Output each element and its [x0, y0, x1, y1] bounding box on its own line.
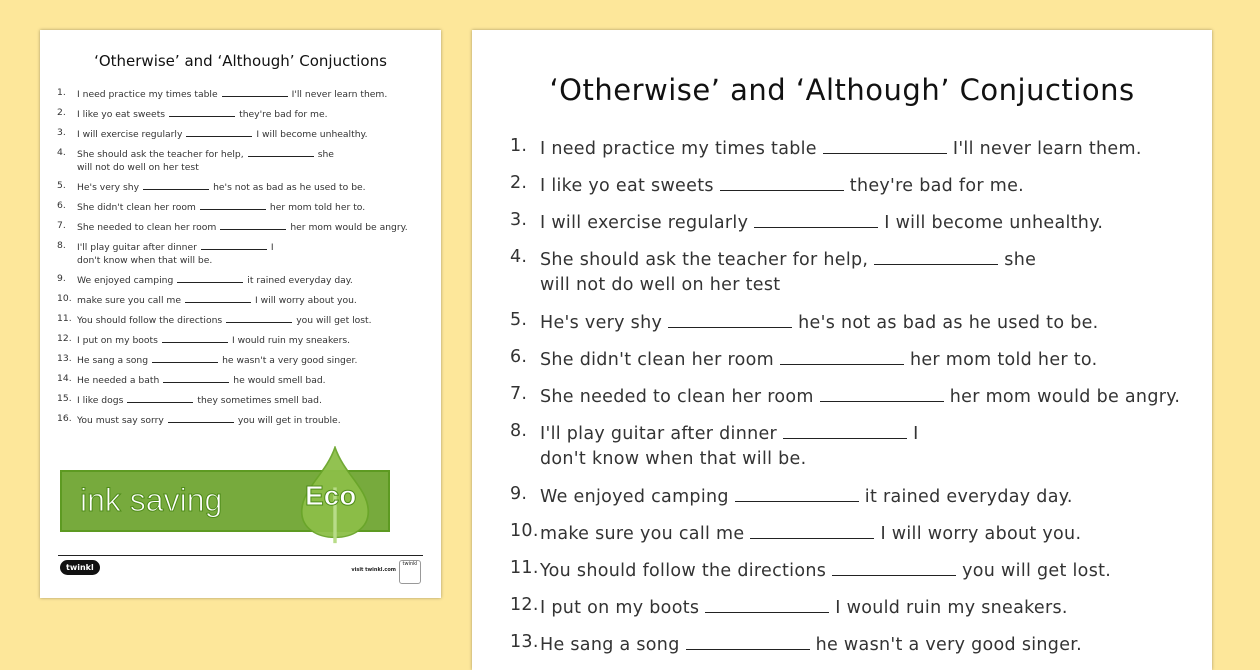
answer-blank[interactable]	[668, 308, 792, 328]
checked-badge-icon: twinkl	[399, 560, 421, 584]
question-text-after: her mom told her to.	[909, 350, 1098, 370]
answer-blank[interactable]	[169, 106, 235, 117]
question-item	[57, 146, 408, 179]
question-text-before: make sure you call me	[77, 295, 182, 306]
answer-blank[interactable]	[143, 179, 209, 190]
question-item	[57, 179, 408, 199]
answer-blank[interactable]	[201, 239, 267, 250]
question-body	[77, 146, 334, 179]
answer-blank[interactable]	[226, 312, 292, 323]
question-item	[57, 392, 408, 412]
question-number: 3.	[57, 127, 66, 138]
question-text-after: her mom told her to.	[269, 202, 366, 213]
question-text-after: I	[270, 242, 274, 253]
answer-blank[interactable]	[705, 593, 829, 613]
question-text-before: We enjoyed camping	[540, 487, 729, 507]
question-item	[510, 134, 1180, 171]
question-body	[77, 372, 326, 392]
answer-blank[interactable]	[168, 412, 234, 423]
answer-blank[interactable]	[686, 630, 810, 650]
question-number: 10.	[510, 521, 539, 541]
question-text-before: I need practice my times table	[540, 139, 817, 159]
question-item	[57, 332, 408, 352]
question-body	[540, 171, 1024, 208]
answer-blank[interactable]	[177, 272, 243, 283]
answer-blank[interactable]	[754, 208, 878, 228]
question-text-before: He needed a bath	[77, 375, 160, 386]
question-number: 12.	[510, 595, 539, 615]
question-body	[540, 345, 1097, 382]
answer-blank[interactable]	[780, 345, 904, 365]
question-body	[77, 86, 387, 106]
question-list	[57, 86, 408, 432]
answer-blank[interactable]	[750, 519, 874, 539]
question-text-after: he wasn't a very good singer.	[222, 355, 358, 366]
question-text-before: We enjoyed camping	[77, 275, 174, 286]
question-item	[510, 556, 1180, 593]
answer-blank[interactable]	[720, 171, 844, 191]
question-item	[57, 239, 408, 272]
question-number: 14.	[57, 373, 72, 384]
question-number: 15.	[57, 393, 72, 404]
question-text-after: you will get in trouble.	[237, 415, 341, 426]
question-text-before: She should ask the teacher for help,	[77, 149, 244, 160]
question-text-after: they're bad for me.	[239, 109, 328, 120]
answer-blank[interactable]	[163, 372, 229, 383]
question-body	[77, 239, 274, 272]
question-body	[77, 272, 353, 292]
question-text-after: I will worry about you.	[880, 524, 1082, 544]
question-number: 9.	[57, 273, 66, 284]
question-item	[57, 199, 408, 219]
question-body	[77, 412, 341, 432]
question-item	[57, 272, 408, 292]
question-text-after: she	[1004, 250, 1037, 270]
question-text-before: You must say sorry	[77, 415, 164, 426]
question-item	[510, 630, 1180, 667]
question-text-before: She didn't clean her room	[540, 350, 774, 370]
question-text-after: they sometimes smell bad.	[197, 395, 322, 406]
question-body	[540, 482, 1073, 519]
answer-blank[interactable]	[735, 482, 859, 502]
question-text-after: I will become unhealthy.	[884, 213, 1104, 233]
question-text-after: I will worry about you.	[255, 295, 357, 306]
question-text-after: I'll never learn them.	[291, 89, 388, 100]
question-number: 5.	[510, 310, 528, 330]
answer-blank[interactable]	[832, 556, 956, 576]
question-body	[77, 106, 328, 126]
question-body	[77, 392, 322, 412]
question-text-before: I'll play guitar after dinner	[540, 424, 778, 444]
question-item	[510, 345, 1180, 382]
question-body	[77, 199, 365, 219]
twinkl-logo: twinkl	[60, 560, 100, 575]
answer-blank[interactable]	[186, 126, 252, 137]
answer-blank[interactable]	[820, 382, 944, 402]
question-item	[57, 219, 408, 239]
question-text-after: it rained everyday day.	[864, 487, 1073, 507]
answer-blank[interactable]	[200, 199, 266, 210]
question-text-before: I like yo eat sweets	[77, 109, 166, 120]
question-number: 2.	[510, 173, 528, 193]
question-text-before: She should ask the teacher for help,	[540, 250, 869, 270]
question-text-after: they're bad for me.	[849, 176, 1025, 196]
question-body	[77, 292, 357, 312]
question-item	[510, 208, 1180, 245]
question-text-after: she	[317, 149, 334, 160]
question-item	[57, 86, 408, 106]
answer-blank[interactable]	[220, 219, 286, 230]
answer-blank[interactable]	[222, 86, 288, 97]
question-number: 3.	[510, 210, 528, 230]
question-text-line2: don't know when that will be.	[540, 449, 807, 469]
question-number: 4.	[510, 247, 528, 267]
question-text-before: make sure you call me	[540, 524, 745, 544]
question-body	[540, 308, 1099, 345]
question-number: 16.	[57, 413, 72, 424]
question-body	[540, 382, 1180, 419]
answer-blank[interactable]	[152, 352, 218, 363]
question-text-after: he wasn't a very good singer.	[815, 635, 1083, 655]
question-body	[77, 179, 366, 199]
question-number: 11.	[57, 313, 72, 324]
question-text-after: her mom would be angry.	[290, 222, 408, 233]
question-text-before: He sang a song	[540, 635, 680, 655]
question-body	[77, 312, 372, 332]
question-text-before: She didn't clean her room	[77, 202, 196, 213]
worksheet-title: ‘Otherwise’ and ‘Although’ Conjuctions	[94, 52, 387, 70]
question-list	[510, 134, 1180, 667]
question-body	[540, 630, 1082, 667]
question-number: 13.	[510, 632, 539, 652]
footer-divider	[58, 555, 423, 556]
question-item	[510, 482, 1180, 519]
question-item	[510, 419, 1180, 482]
question-item	[57, 292, 408, 312]
question-number: 11.	[510, 558, 539, 578]
question-text-before: He sang a song	[77, 355, 149, 366]
answer-blank[interactable]	[185, 292, 251, 303]
question-number: 8.	[510, 421, 528, 441]
question-item	[57, 372, 408, 392]
question-text-after: I	[913, 424, 919, 444]
question-body	[77, 352, 357, 372]
question-text-before: I will exercise regularly	[77, 129, 183, 140]
question-text-after: I'll never learn them.	[952, 139, 1142, 159]
eco-badge: Eco	[305, 480, 357, 511]
worksheet-title: ‘Otherwise’ and ‘Although’ Conjuctions	[549, 73, 1135, 107]
question-item	[510, 308, 1180, 345]
answer-blank[interactable]	[127, 392, 193, 403]
question-body	[77, 219, 408, 239]
question-body	[540, 134, 1142, 171]
question-number: 4.	[57, 147, 66, 158]
question-number: 6.	[57, 200, 66, 211]
question-text-before: She needed to clean her room	[77, 222, 217, 233]
question-body	[540, 556, 1111, 593]
question-text-line2: will not do well on her test	[77, 162, 199, 173]
question-item	[510, 593, 1180, 630]
question-item	[57, 106, 408, 126]
question-text-after: he's not as bad as he used to be.	[213, 182, 366, 193]
question-text-line2: don't know when that will be.	[77, 255, 213, 266]
question-number: 6.	[510, 347, 528, 367]
question-body	[77, 332, 350, 352]
question-number: 10.	[57, 293, 72, 304]
worksheet-preview	[472, 30, 1212, 670]
question-item	[57, 412, 408, 432]
question-text-before: I'll play guitar after dinner	[77, 242, 197, 253]
question-item	[57, 352, 408, 372]
question-text-after: he's not as bad as he used to be.	[798, 313, 1099, 333]
question-text-before: I like dogs	[77, 395, 124, 406]
question-number: 12.	[57, 333, 72, 344]
question-item	[510, 245, 1180, 308]
question-item	[57, 126, 408, 146]
question-body	[77, 126, 368, 146]
question-text-after: her mom would be angry.	[949, 387, 1181, 407]
question-text-after: it rained everyday day.	[247, 275, 353, 286]
question-text-before: He's very shy	[77, 182, 140, 193]
question-body	[540, 245, 1036, 308]
question-body	[540, 519, 1081, 556]
question-text-after: he would smell bad.	[233, 375, 326, 386]
question-number: 2.	[57, 107, 66, 118]
question-text-before: I put on my boots	[540, 598, 700, 618]
question-text-before: I will exercise regularly	[540, 213, 749, 233]
question-text-after: I would ruin my sneakers.	[835, 598, 1068, 618]
footer-url: visit twinkl.com	[351, 567, 396, 573]
question-item	[57, 312, 408, 332]
question-number: 1.	[57, 87, 66, 98]
question-body	[540, 208, 1103, 245]
answer-blank[interactable]	[823, 134, 947, 154]
answer-blank[interactable]	[874, 245, 998, 265]
question-text-before: I need practice my times table	[77, 89, 218, 100]
question-text-before: I put on my boots	[77, 335, 158, 346]
question-item	[510, 171, 1180, 208]
question-item	[510, 382, 1180, 419]
answer-blank[interactable]	[783, 419, 907, 439]
question-text-after: I would ruin my sneakers.	[231, 335, 351, 346]
question-number: 8.	[57, 240, 66, 251]
question-number: 7.	[57, 220, 66, 231]
question-text-before: You should follow the directions	[77, 315, 223, 326]
question-text-after: I will become unhealthy.	[256, 129, 368, 140]
question-number: 1.	[510, 136, 528, 156]
answer-blank[interactable]	[162, 332, 228, 343]
answer-blank[interactable]	[248, 146, 314, 157]
question-text-line2: will not do well on her test	[540, 275, 781, 295]
question-text-before: You should follow the directions	[540, 561, 827, 581]
question-number: 13.	[57, 353, 72, 364]
question-body	[540, 419, 919, 482]
question-number: 9.	[510, 484, 528, 504]
question-number: 7.	[510, 384, 528, 404]
question-text-after: you will get lost.	[962, 561, 1112, 581]
question-item	[510, 519, 1180, 556]
question-text-before: He's very shy	[540, 313, 663, 333]
ink-saving-label: ink saving	[80, 482, 223, 518]
question-number: 5.	[57, 180, 66, 191]
question-text-before: I like yo eat sweets	[540, 176, 714, 196]
question-body	[540, 593, 1068, 630]
question-text-after: you will get lost.	[296, 315, 372, 326]
question-text-before: She needed to clean her room	[540, 387, 814, 407]
